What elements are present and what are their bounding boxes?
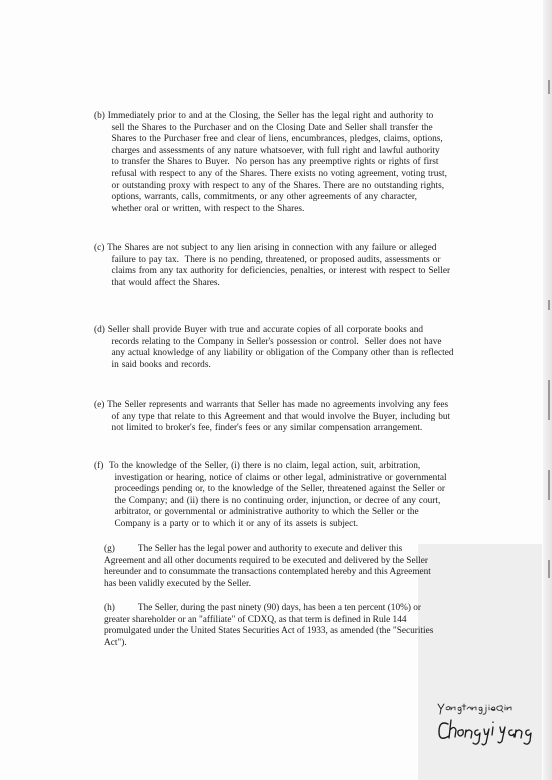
clause-e: (e) The Seller represents and warrants that Seller has made no agreements involving any fees of any type that relate to this Agreement and that would involve the Buyer, including but not limited to broker's fee, finder's fees or any similar compensation arrangement. [94,400,451,434]
scan-mark [548,470,550,500]
clause-d: (d) Seller shall provide Buyer with true and accurate copies of all corporate books and records relating to the Company in Seller's possession or control. Seller does not have any actual knowledge of any liability or obligation of the Company other than is reflected in said books and records. [94,325,454,370]
clause-b: (b) Immediately prior to and at the Closing, the Seller has the legal right and authority to sell the Shares to the Purchaser and on the Closing Date and Seller shall transfer the Shares to the Purchaser free and clear of liens, encumbrances, pledges, claims, options, charges and assessments of any nature whatsoever, with full right and lawful authority to transfer the Shares to Buyer. No person has any preemptive rights or rights of first refusal with respect to any of the Shares. There exists no voting agreement, voting trust, or outstanding proxy with respect to any of the Shares. There are no outstanding rights, options, warrants, calls, commitments, or any other agreements of any character, whether oral or written, with respect to the Shares. [94,111,447,214]
scan-mark [548,300,550,310]
clause-f: (f) To the knowledge of the Seller, (i) there is no claim, legal action, suit, arbitration, investigation or hearing, notice of claims or other legal, administrative or governmental proceedings pending or, to the knowledge of the Seller, threatened against the Seller or the Company; and (ii) there is no continuing order, injunction, or decree of any court, arbitrator, or governmental or administrative authority to which the Seller or the Company is a party or to which it or any of its assets is subject. [94,461,447,529]
scan-mark [548,80,550,94]
clause-c: (c) The Shares are not subject to any lien arising in connection with any failure or alleged failure to pay tax. There is no pending, threatened, or proposed audits, assessments or claims from any tax authority for deficiencies, penalties, or interest with respect to Seller that would affect the Shares. [94,243,451,288]
scan-mark [548,560,550,578]
scan-mark [548,380,550,420]
clause-h: (h) The Seller, during the past ninety (90) days, has been a ten percent (10%) or greater shareholder or an "affiliate" of CDXQ, as that term is defined in Rule 144 promulgated under the United States Securities Act of 1933, as amended (the "Securities Act"). [104,603,434,648]
handwritten-signature [436,698,536,748]
clause-g: (g) The Seller has the legal power and authority to execute and deliver this Agreement and all other documents required to be executed and delivered by the Seller hereunder and to consummate the transactions contemplated hereby and this Agreement has been validly executed by the Seller. [104,544,431,589]
